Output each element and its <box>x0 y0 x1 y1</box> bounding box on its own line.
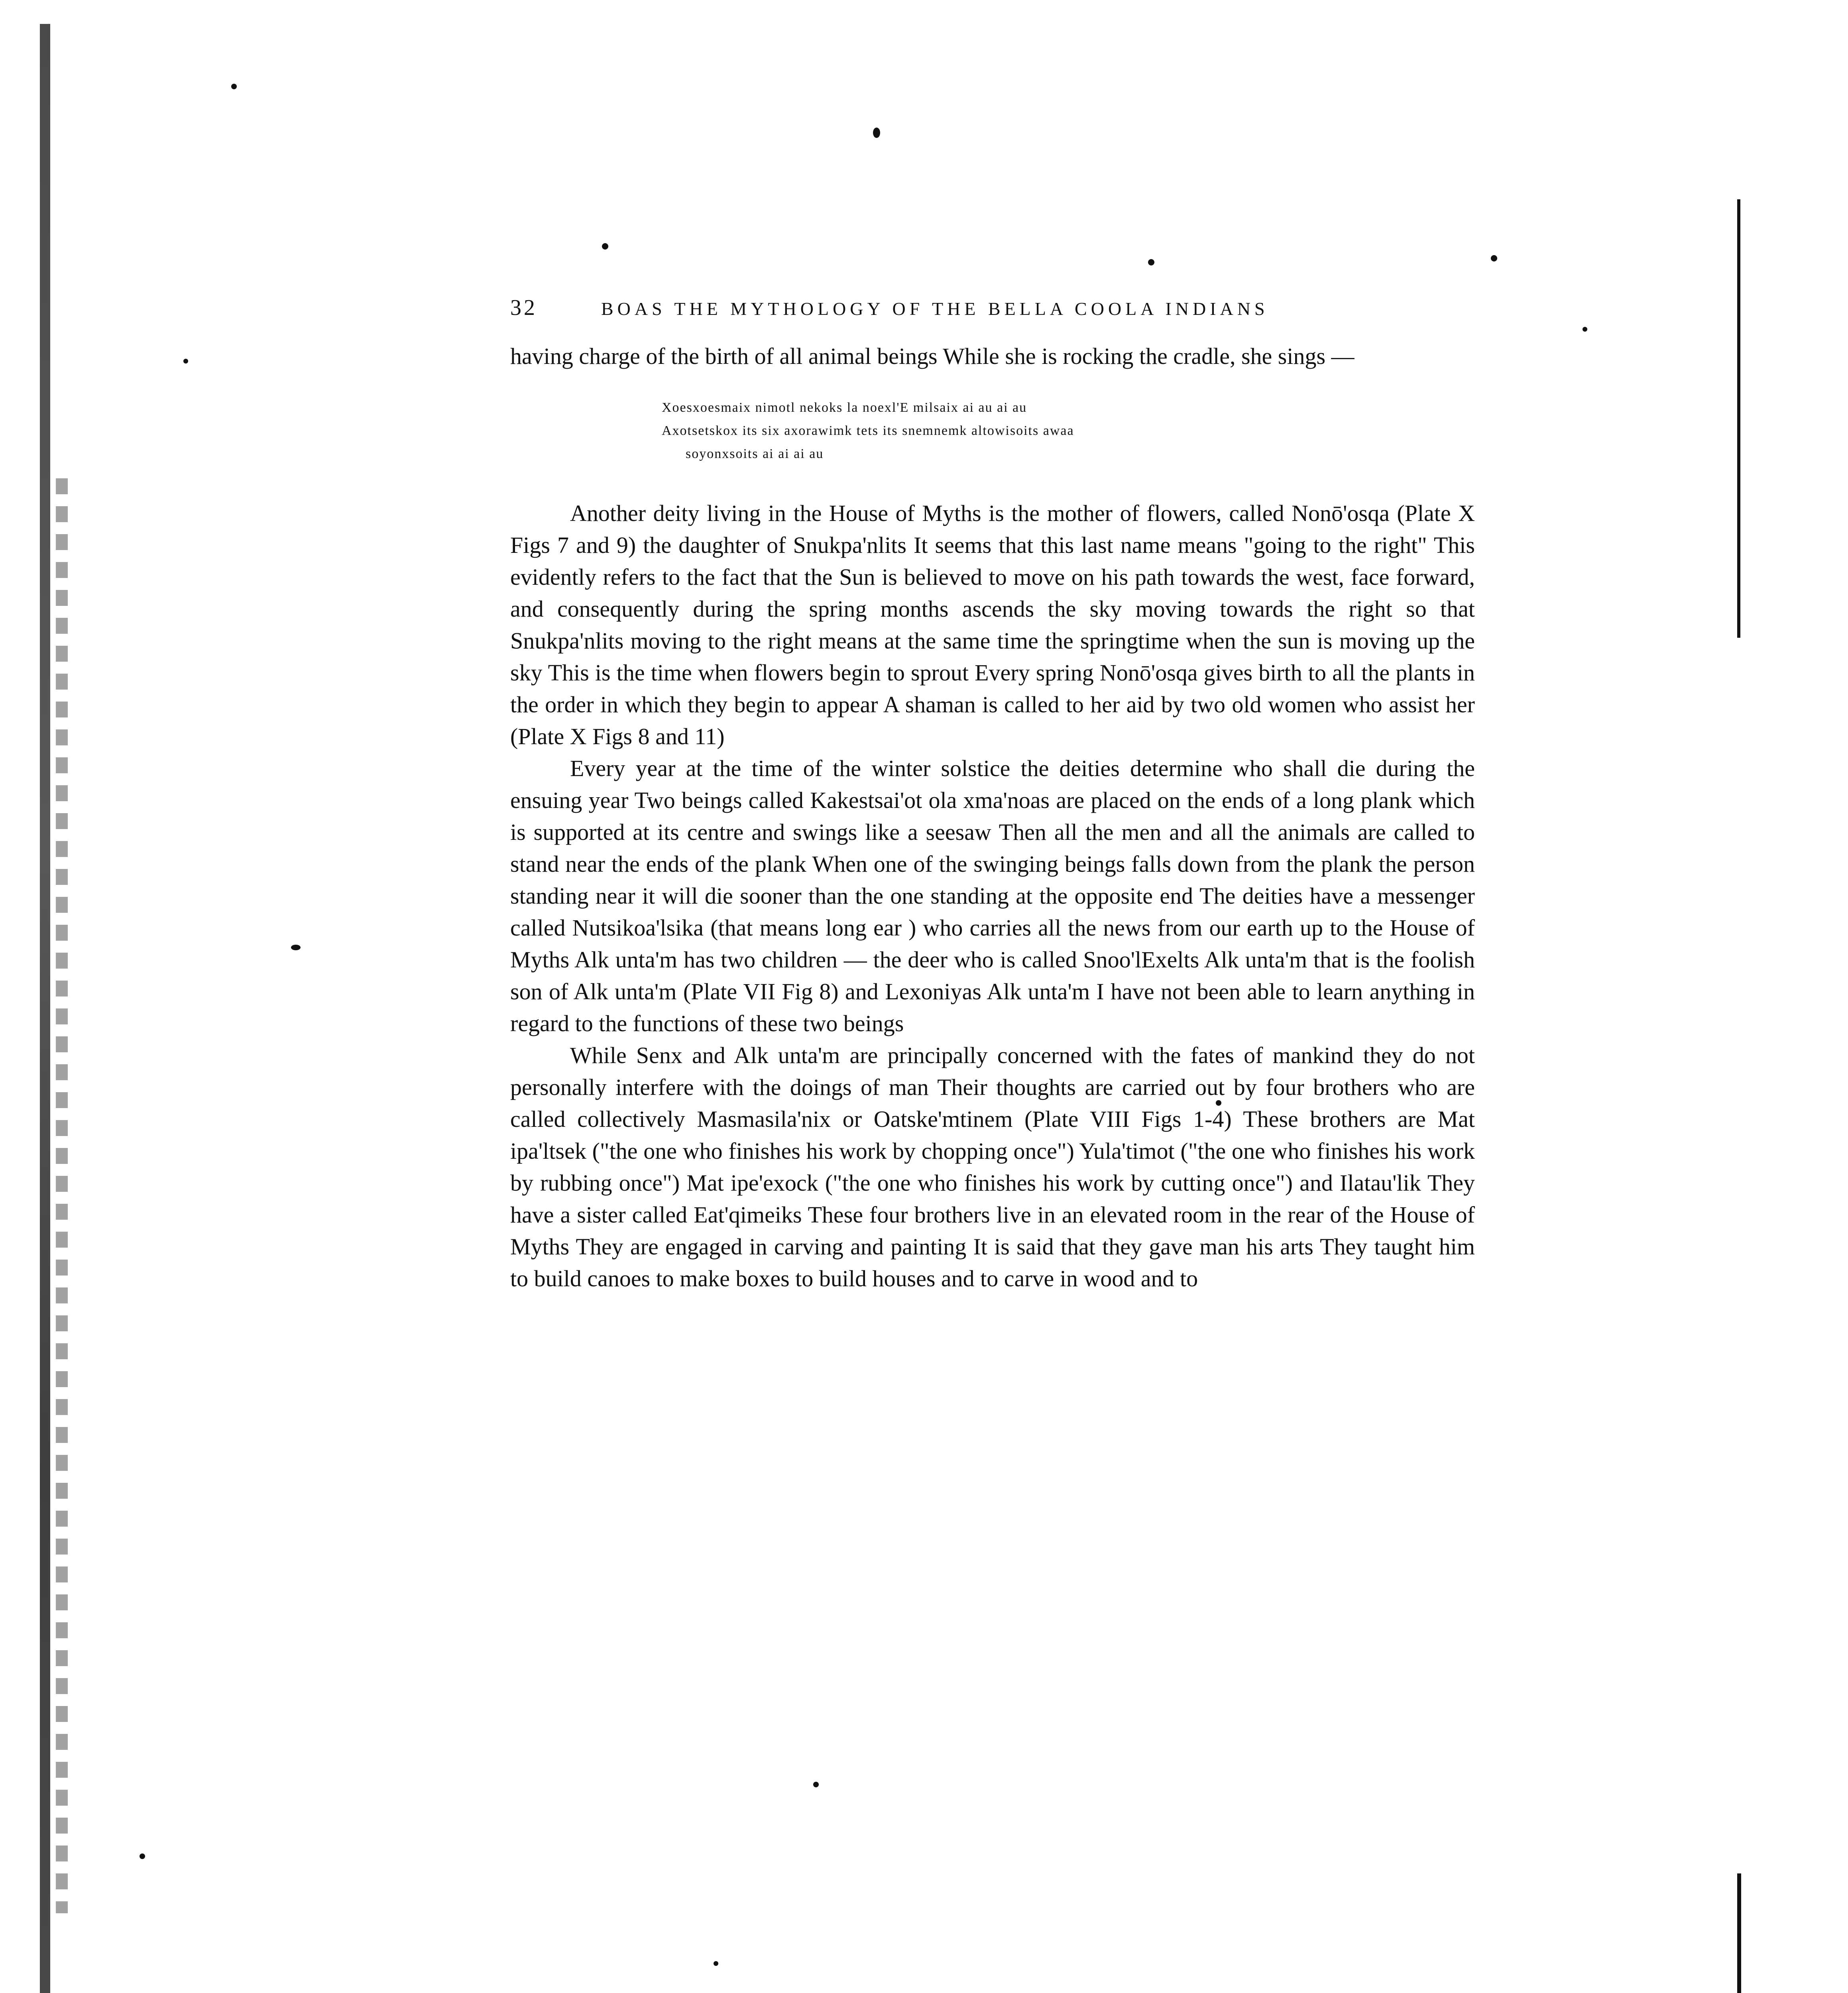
song-line: Axotsetskox its six axorawimk tets its snemnemk altowisoits awaa <box>662 423 1074 438</box>
document-page <box>510 295 1475 1295</box>
speck <box>602 243 608 250</box>
paragraph-four-brothers: While Senx and Alk unta'm are principally concerned with the fates of mankind they do not personally interfere with the doings of man Their thoughts are carried out by four brothers who are called collectively Masmasila'nix or Oatske'mtinem (Plate VIII Figs 1-4) These brothers are Mat ipa'ltsek ("the one who finishes his work by chopping once") Yula'timot ("the one who finishes his work by rubbing once") Mat ipe'exock ("the one who finishes his work by cutting once") and Ilatau'lik They have a sister called Eat'qimeiks These four brothers live in an elevated room in the rear of the House of Myths They are engaged in carving and painting It is said that they gave man his arts They taught him to build canoes to make boxes to build houses and to carve in wood and to <box>510 1042 1475 1291</box>
speck <box>714 1961 718 1966</box>
scan-edge-left-noise <box>56 478 68 1913</box>
speck <box>140 1853 145 1859</box>
scan-edge-right-lower <box>1737 1873 1741 1993</box>
page-header <box>510 295 1475 320</box>
speck <box>1583 327 1587 332</box>
song-text <box>662 396 1475 466</box>
speck <box>873 128 880 138</box>
running-head: BOAS THE MYTHOLOGY OF THE BELLA COOLA INDIANS <box>601 299 1269 319</box>
scan-edge-right <box>1737 199 1740 638</box>
song-line: soyonxsoits ai ai ai au <box>686 446 824 461</box>
song-line: Xoesxoesmaix nimotl nekoks la noexl'E milsaix ai au ai au <box>662 400 1027 415</box>
speck <box>1148 259 1154 265</box>
paragraph-winter-solstice: Every year at the time of the winter solstice the deities determine who shall die during the ensuing year Two beings called Kakestsai'ot ola xma'noas are placed on the ends of a long plank which is supported at its centre and swings like a seesaw Then all the men and all the animals are called to stand near the ends of the plank When one of the swinging beings falls down from the plank the person standing near it will die sooner than the one standing at the opposite end The deities have a messenger called Nutsikoa'lsika (that means long ear ) who carries all the news from our earth up to the House of Myths Alk unta'm has two children — the deer who is called Snoo'lExelts Alk unta'm that is the foolish son of Alk unta'm (Plate VII Fig 8) and Lexoniyas Alk unta'm I have not been able to learn anything in regard to the functions of these two beings <box>510 755 1475 1036</box>
intro-paragraph: having charge of the birth of all animal beings While she is rocking the cradle, she sings — <box>510 343 1355 369</box>
scan-edge-left <box>40 24 50 1993</box>
paragraph-mother-of-flowers: Another deity living in the House of Myths is the mother of flowers, called Nonō'osqa (Plate X Figs 7 and 9) the daughter of Snukpa'nlits It seems that this last name means "going to the right" This evidently refers to the fact that the Sun is believed to move on his path towards the west, face forward, and consequently during the spring months ascends the sky moving towards the right so that Snukpa'nlits moving to the right means at the same time the springtime when the sun is moving up the sky This is the time when flowers begin to sprout Every spring Nonō'osqa gives birth to all the plants in the order in which they begin to appear A shaman is called to her aid by two old women who assist her (Plate X Figs 8 and 11) <box>510 500 1475 749</box>
speck <box>1491 255 1497 261</box>
speck <box>813 1782 819 1787</box>
speck <box>291 945 301 950</box>
speck <box>183 359 188 364</box>
speck <box>231 84 237 89</box>
page-number: 32 <box>510 295 537 320</box>
